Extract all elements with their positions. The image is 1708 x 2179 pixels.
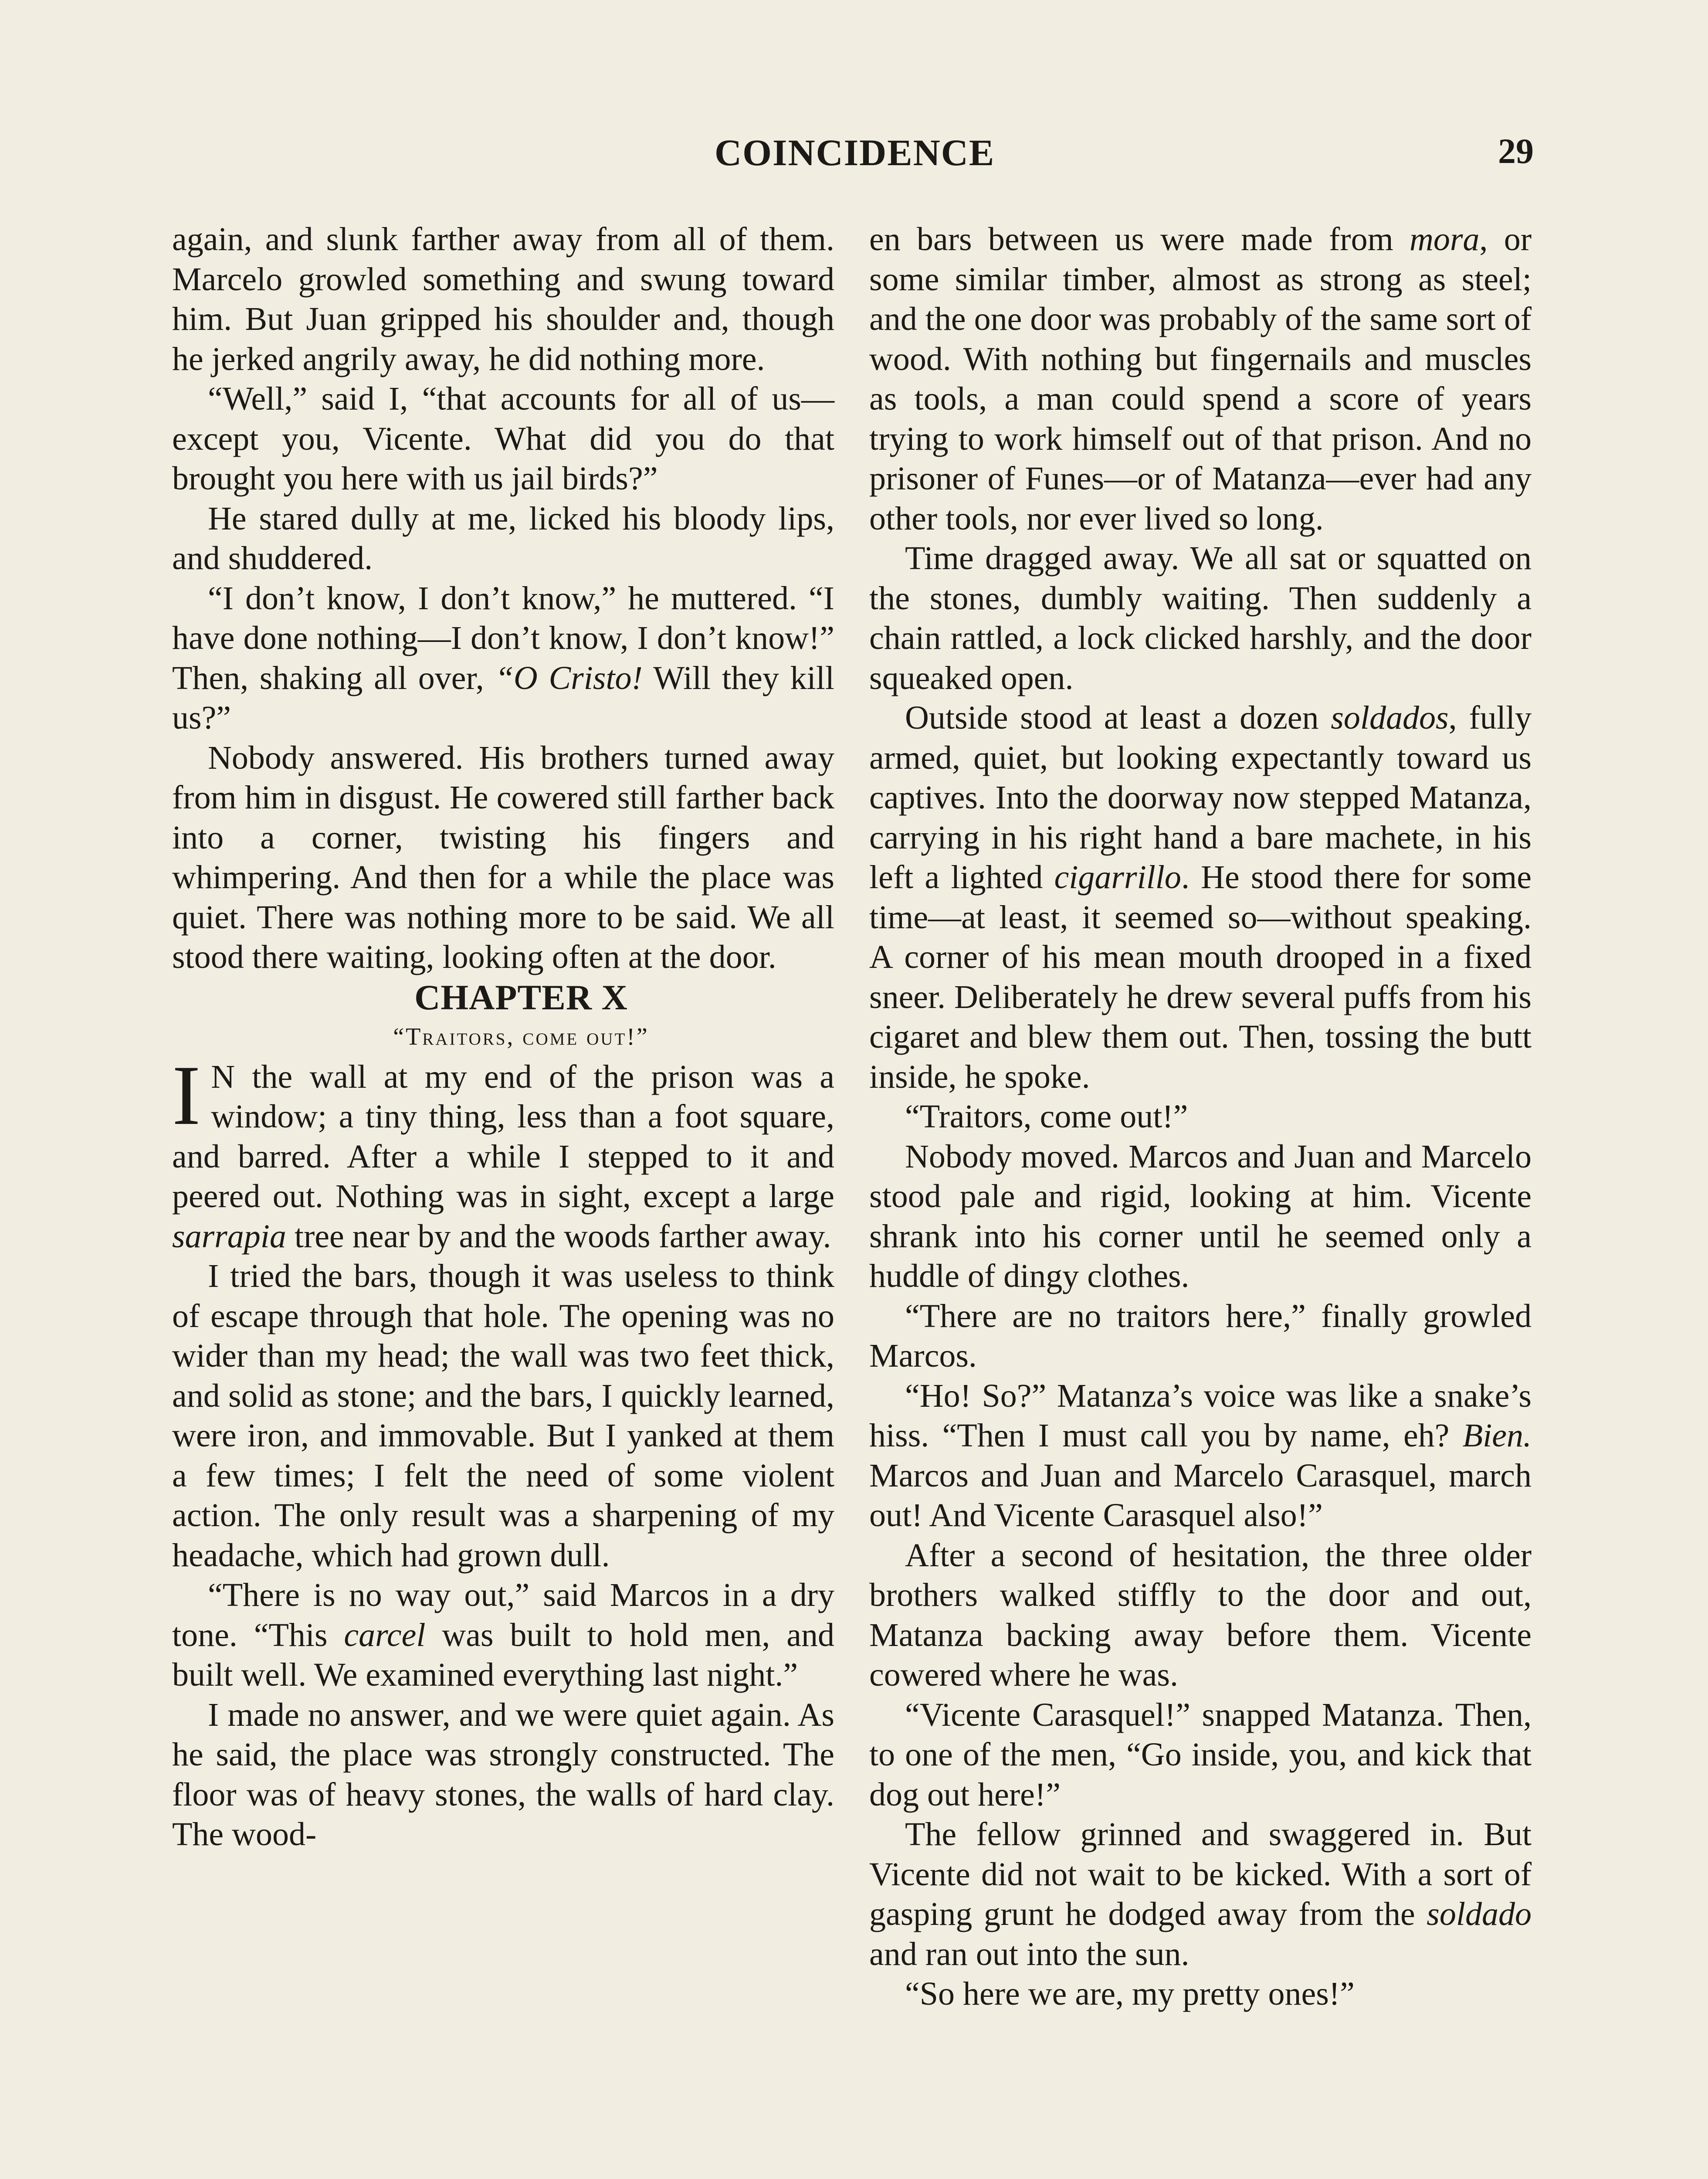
left-text-column [172, 220, 834, 1855]
page-number: 29 [1498, 131, 1534, 171]
italic-text: cigarrillo [1054, 859, 1181, 896]
paragraph: Nobody moved. Marcos and Juan and Marcelo stood pale and rigid, looking at him. Vicente shrank into his corner until he seemed only a huddle of dingy clothes. [869, 1138, 1532, 1294]
text-run: tree near by and the woods farther away. [286, 1218, 831, 1255]
text-run: “Ho! So?” Matanza’s voice was like a snake’s hiss. “Then I must call you by name, eh? [869, 1377, 1532, 1454]
paragraph: He stared dully at me, licked his bloody lips, and shuddered. [172, 500, 834, 577]
paragraph [172, 1048, 834, 1257]
text-run: N the wall at my end of the prison was a window; a tiny thing, less than a foot square, and barred. After a while I stepped to it and peered out. Nothing was in sight, except a large [172, 1058, 834, 1215]
italic-text: Bien. [1462, 1417, 1532, 1454]
paragraph: “Well,” said I, “that accounts for all of us—except you, Vicente. What did you do that brought you here with us jail birds?” [172, 380, 834, 497]
text-run: Marcos and Juan and Marcelo Carasquel, march out! And Vicente Carasquel also!” [869, 1457, 1532, 1534]
italic-text: soldados [1331, 699, 1449, 736]
paragraph: “There are no traitors here,” finally growled Marcos. [869, 1297, 1532, 1374]
italic-text: “O Cristo! [495, 659, 643, 696]
paragraph [869, 1815, 1532, 1974]
text-run: Outside stood at least a dozen [905, 699, 1331, 736]
paragraph: Nobody answered. His brothers turned away from him in disgust. He cowered still farther back into a corner, twisting his fingers and whimpering. And then for a while the place was quiet. There was nothing more to be said. We all stood there waiting, looking often at the door. [172, 739, 834, 975]
italic-text: mora [1409, 221, 1480, 258]
paragraph: “Traitors, come out!” [905, 1098, 1188, 1135]
paragraph: After a second of hesitation, the three older brothers walked stiffly to the door and out, Matanza backing away before them. Vicente cowered where he was. [869, 1537, 1532, 1693]
paragraph [172, 579, 834, 738]
paragraph [869, 220, 1532, 539]
paragraph: “Vicente Carasquel!” snapped Matanza. Then, to one of the men, “Go inside, you, and kick that dog out here!” [869, 1696, 1532, 1813]
paragraph [869, 1376, 1532, 1536]
paragraph: “So here we are, my pretty ones!” [905, 1975, 1355, 2012]
text-run: was built to hold men, and built well. We examined everything last night.” [172, 1616, 834, 1693]
paragraph: I made no answer, and we were quiet again. As he said, the place was strongly constructed. The floor was of heavy stones, the walls of hard clay. The wood- [172, 1696, 834, 1853]
text-run: , or some similar timber, almost as strong as steel; and the one door was probably of the same sort of wood. With nothing but fingernails and muscles as tools, a man could spend a score of years trying to work himself out of that prison. And no prisoner of Funes—or of Matanza—ever had any other tools, nor ever lived so long. [869, 221, 1532, 537]
italic-text: carcel [344, 1616, 426, 1653]
text-run: . He stood there for some time—at least, it seemed so—without speaking. A corner of his mean mouth drooped in a fixed sneer. Deliberately he drew several puffs from his cigaret and blew them out. Then, tossing the butt inside, he spoke. [869, 859, 1532, 1095]
drop-cap: I [172, 1048, 201, 1143]
running-header-title: COINCIDENCE [715, 132, 995, 173]
text-run: “I don’t know, I don’t know,” he muttered. “I have done nothing—I don’t know, I don’t know!” Then, shaking all over, [172, 580, 834, 696]
chapter-heading: CHAPTER X [414, 977, 628, 1017]
text-run: and ran out into the sun. [869, 1935, 1190, 1972]
italic-text: sarrapia [172, 1218, 286, 1255]
right-text-column [869, 220, 1532, 2014]
text-run: Will they kill us?” [172, 659, 834, 736]
text-run: , fully armed, quiet, but looking expectantly toward us captives. Into the doorway now stepped Matanza, carrying in his right hand a bare machete, in his left a lighted [869, 699, 1532, 896]
text-run: The fellow grinned and swaggered in. But Vicente did not wait to be kicked. With a sort of gasping grunt he dodged away from the [869, 1816, 1532, 1932]
italic-text: soldado [1427, 1896, 1532, 1932]
paragraph [172, 1575, 834, 1695]
text-run: en bars between us were made from [869, 221, 1410, 258]
text-run: “There is no way out,” said Marcos in a dry tone. “This [172, 1577, 834, 1653]
chapter-subtitle: “Traitors, come out!” [393, 1023, 649, 1050]
paragraph: Time dragged away. We all sat or squatted on the stones, dumbly waiting. Then suddenly a chain rattled, a lock clicked harshly, and the door squeaked open. [869, 540, 1532, 696]
paragraph: I tried the bars, though it was useless to think of escape through that hole. The opening was no wider than my head; the wall was two feet thick, and solid as stone; and the bars, I quickly learned, were iron, and immovable. But I yanked at them a few times; I felt the need of some violent action. The only result was a sharpening of my headache, which had grown dull. [172, 1258, 834, 1574]
paragraph: again, and slunk farther away from all of them. Marcelo growled something and swung toward him. But Juan gripped his shoulder and, though he jerked angrily away, he did nothing more. [172, 221, 834, 377]
paragraph [869, 698, 1532, 1097]
